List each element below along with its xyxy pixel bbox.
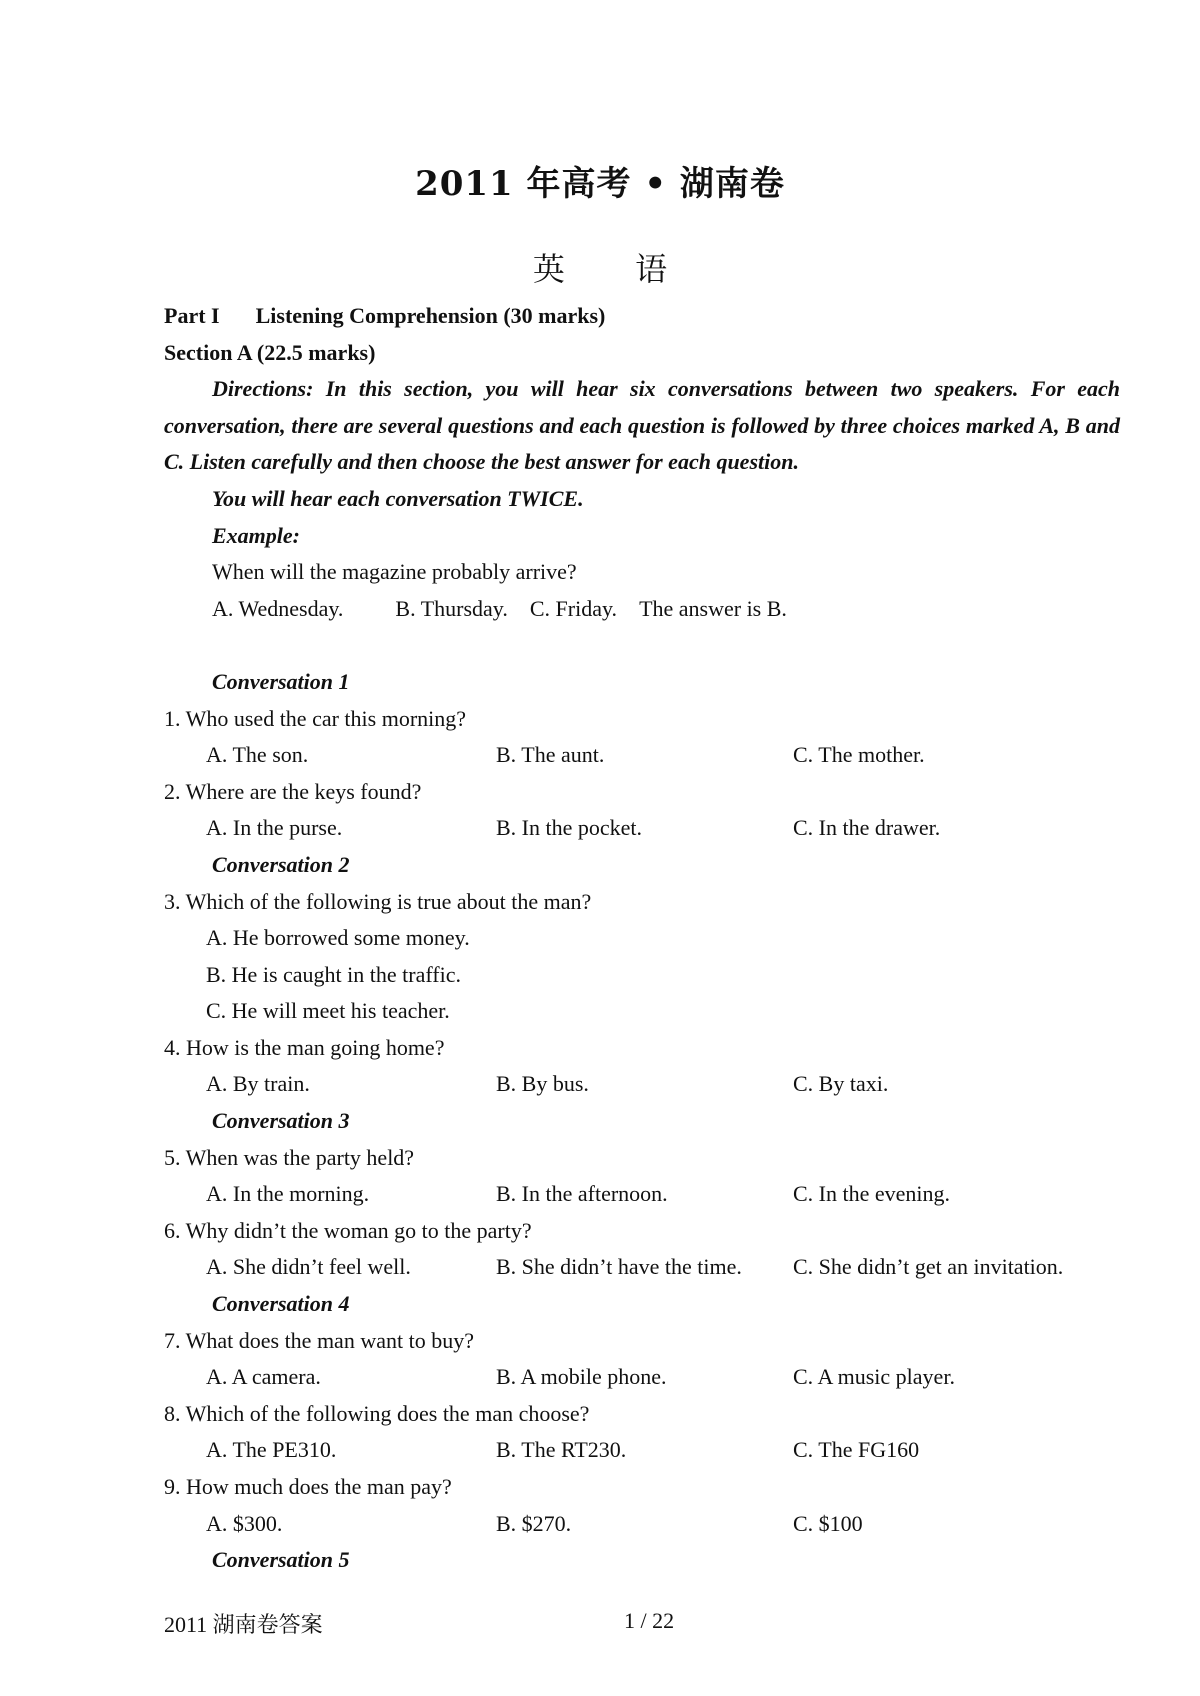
option-b: B. In the pocket.	[496, 815, 643, 841]
option-b: B. In the afternoon.	[496, 1181, 668, 1207]
example-answer: The answer is B.	[639, 595, 787, 621]
option-a: A. He borrowed some money.	[206, 925, 470, 951]
option-c: C. The mother.	[793, 742, 925, 768]
twice-note: You will hear each conversation TWICE.	[212, 485, 584, 511]
option-c: C. By taxi.	[793, 1071, 889, 1097]
conversation-1-heading: Conversation 1	[212, 668, 350, 694]
example-option-a: A. Wednesday.	[212, 595, 344, 621]
question-5-options	[164, 1176, 1120, 1213]
option-a: A. In the purse.	[206, 815, 343, 841]
question-9-options	[164, 1506, 1120, 1543]
question-4-options	[164, 1066, 1120, 1103]
subject-heading: 英 语	[532, 250, 668, 288]
option-b: B. She didn’t have the time.	[496, 1254, 742, 1280]
question-2-options	[164, 810, 1120, 847]
option-c: C. In the drawer.	[793, 815, 941, 841]
question-9: 9. How much does the man pay?	[164, 1474, 452, 1499]
question-1-options	[164, 737, 1120, 774]
option-a: A. The son.	[206, 742, 309, 768]
option-a: A. In the morning.	[206, 1181, 370, 1207]
example-question: When will the magazine probably arrive?	[212, 559, 577, 585]
example-option-b: B. Thursday.	[395, 595, 508, 621]
option-b: B. $270.	[496, 1510, 572, 1536]
option-a: A. $300.	[206, 1510, 283, 1536]
option-b: B. He is caught in the traffic.	[206, 961, 461, 987]
question-1: 1. Who used the car this morning?	[164, 705, 467, 731]
option-a: A. A camera.	[206, 1364, 321, 1390]
conversation-5-heading: Conversation 5	[212, 1547, 350, 1573]
question-7: 7. What does the man want to buy?	[164, 1327, 474, 1353]
directions-paragraph: Directions: In this section, you will hear six conversations between two speakers. For each conversation, there are several questions and each question is followed by three choices marked A, B and C. Listen carefully and then choose the best answer for each question.	[164, 376, 1120, 475]
example-options	[164, 591, 1120, 628]
option-b: B. A mobile phone.	[496, 1364, 667, 1390]
option-c: C. A music player.	[793, 1364, 955, 1390]
section-heading: Section A (22.5 marks)	[164, 339, 376, 365]
example-label: Example:	[212, 522, 300, 548]
question-6: 6. Why didn’t the woman go to the party?	[164, 1217, 532, 1243]
part-heading	[164, 298, 1120, 335]
question-3: 3. Which of the following is true about the man?	[164, 888, 592, 914]
option-c: C. $100	[793, 1510, 863, 1536]
option-a: A. By train.	[206, 1071, 310, 1097]
option-b: B. By bus.	[496, 1071, 589, 1097]
example-option-c: C. Friday.	[529, 595, 618, 621]
part-label: Part I	[164, 303, 220, 328]
question-8-options	[164, 1432, 1120, 1469]
option-c: C. She didn’t get an invitation.	[793, 1254, 1064, 1280]
spacer	[164, 627, 1120, 664]
option-c: C. He will meet his teacher.	[206, 998, 450, 1024]
question-6-options	[164, 1249, 1120, 1286]
option-a: A. The PE310.	[206, 1437, 337, 1463]
question-8: 8. Which of the following does the man choose?	[164, 1400, 590, 1426]
option-a: A. She didn’t feel well.	[206, 1254, 411, 1280]
conversation-4-heading: Conversation 4	[212, 1291, 350, 1317]
page-title: 2011 年高考 • 湖南卷	[415, 164, 785, 204]
page-number: 1 / 22	[624, 1608, 675, 1633]
option-c: C. The FG160	[793, 1437, 920, 1463]
conversation-2-heading: Conversation 2	[212, 851, 350, 877]
footer-document-name: 2011 湖南卷答案	[164, 1612, 323, 1637]
option-c: C. In the evening.	[793, 1181, 951, 1207]
option-b: B. The RT230.	[496, 1437, 627, 1463]
question-4: 4. How is the man going home?	[164, 1034, 445, 1060]
conversation-3-heading: Conversation 3	[212, 1108, 350, 1134]
question-7-options	[164, 1359, 1120, 1396]
option-b: B. The aunt.	[496, 742, 605, 768]
document-body	[164, 298, 1120, 1579]
question-2: 2. Where are the keys found?	[164, 778, 422, 804]
part-title: Listening Comprehension (30 marks)	[255, 303, 606, 328]
question-5: 5. When was the party held?	[164, 1144, 415, 1170]
